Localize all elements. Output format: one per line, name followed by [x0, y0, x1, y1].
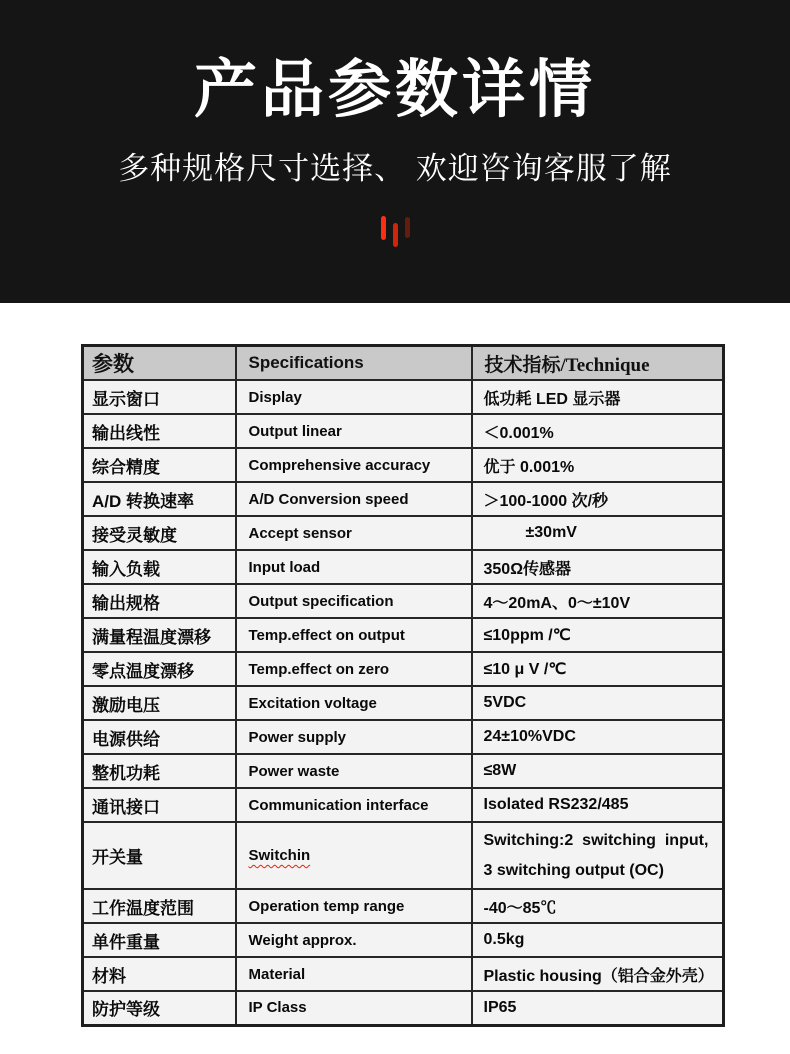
value-cell: 5VDC	[472, 686, 724, 720]
param-cell: 零点温度漂移	[83, 652, 236, 686]
spec-cell	[236, 414, 472, 448]
value-cell: 低功耗 LED 显示器	[472, 380, 724, 414]
spec-label: Output linear	[248, 422, 342, 440]
page-title: 产品参数详情	[194, 55, 596, 125]
param-cell: 输出规格	[83, 584, 236, 618]
value-cell: ＞100-1000 次/秒	[472, 482, 724, 516]
spec-cell	[236, 754, 472, 788]
value-cell: 0.5kg	[472, 923, 724, 957]
spec-label: Excitation voltage	[248, 694, 377, 712]
spec-label: Power supply	[248, 728, 347, 746]
spec-label: Comprehensive accuracy	[248, 456, 431, 474]
spec-label: Temp.effect on output	[248, 626, 405, 644]
accent-bar	[405, 217, 410, 238]
value-cell: ≤10ppm /℃	[472, 618, 724, 652]
param-cell: 综合精度	[83, 448, 236, 482]
spec-cell	[236, 652, 472, 686]
spec-cell	[236, 720, 472, 754]
param-cell: 防护等级	[83, 991, 236, 1025]
table-row	[83, 957, 724, 991]
column-header: Specifications	[236, 346, 472, 381]
column-header: 技术指标/Technique	[472, 346, 724, 381]
spec-cell	[236, 380, 472, 414]
spec-label: Temp.effect on zero	[248, 660, 390, 678]
value-cell	[472, 822, 724, 889]
accent-bar	[381, 216, 386, 240]
value-cell: ≤10 μ V /℃	[472, 652, 724, 686]
value-cell: ≤8W	[472, 754, 724, 788]
table-row	[83, 482, 724, 516]
spec-label: Material	[248, 965, 306, 983]
spec-label: IP Class	[248, 999, 307, 1017]
value-cell: 350Ω传感器	[472, 550, 724, 584]
param-cell: 单件重量	[83, 923, 236, 957]
table-row	[83, 923, 724, 957]
table-row	[83, 754, 724, 788]
spec-label: Input load	[248, 558, 321, 576]
spec-cell	[236, 516, 472, 550]
spec-label: Operation temp range	[248, 897, 405, 915]
three-vertical-bars-icon	[0, 216, 790, 250]
spec-label: Communication interface	[248, 796, 429, 814]
param-cell: 材料	[83, 957, 236, 991]
param-cell: 激励电压	[83, 686, 236, 720]
spec-cell	[236, 788, 472, 822]
spec-cell	[236, 923, 472, 957]
spec-cell	[236, 822, 472, 889]
value-cell: IP65	[472, 991, 724, 1025]
param-cell: 满量程温度漂移	[83, 618, 236, 652]
hero-banner	[0, 0, 790, 303]
param-cell: 接受灵敏度	[83, 516, 236, 550]
param-cell: 电源供给	[83, 720, 236, 754]
spec-label: A/D Conversion speed	[248, 490, 409, 508]
param-cell: 输出线性	[83, 414, 236, 448]
table-row	[83, 380, 724, 414]
table-row	[83, 550, 724, 584]
spec-cell	[236, 584, 472, 618]
value-cell: -40～85℃	[472, 889, 724, 923]
accent-bar	[393, 223, 398, 247]
table-row	[83, 516, 724, 550]
spec-table	[81, 344, 725, 1027]
value-cell: ＜0.001%	[472, 414, 724, 448]
spec-cell	[236, 618, 472, 652]
table-row	[83, 652, 724, 686]
param-cell: 工作温度范围	[83, 889, 236, 923]
spec-table-body	[83, 380, 724, 1025]
spec-cell	[236, 482, 472, 516]
spec-cell	[236, 889, 472, 923]
header-row	[83, 346, 724, 381]
param-cell: A/D 转换速率	[83, 482, 236, 516]
value-cell: 优于 0.001%	[472, 448, 724, 482]
spec-cell	[236, 686, 472, 720]
spec-label: Power waste	[248, 762, 340, 780]
value-cell: Plastic housing（铝合金外壳）	[472, 957, 724, 991]
table-row	[83, 889, 724, 923]
spec-cell	[236, 550, 472, 584]
spec-cell	[236, 991, 472, 1025]
param-cell: 通讯接口	[83, 788, 236, 822]
table-row	[83, 448, 724, 482]
table-row	[83, 686, 724, 720]
spec-label: Weight approx.	[248, 931, 357, 949]
column-header: 参数	[83, 346, 236, 381]
spec-label: Switchin	[248, 847, 311, 864]
param-cell: 显示窗口	[83, 380, 236, 414]
page-subtitle: 多种规格尺寸选择、 欢迎咨询客服了解	[118, 151, 672, 187]
spec-label: Output specification	[248, 592, 394, 610]
table-row	[83, 414, 724, 448]
param-cell: 开关量	[83, 822, 236, 889]
spec-label: Display	[248, 388, 302, 406]
table-row	[83, 822, 724, 889]
value-cell: ±30mV	[472, 516, 724, 550]
spec-label: Accept sensor	[248, 524, 352, 542]
value-line: 3 switching output (OC)	[483, 861, 664, 879]
table-row	[83, 618, 724, 652]
table-row	[83, 788, 724, 822]
value-cell: 4～20mA、0～±10V	[472, 584, 724, 618]
value-line: Switching:2 switching input,	[483, 831, 709, 849]
spec-cell	[236, 957, 472, 991]
table-row	[83, 991, 724, 1025]
spec-cell	[236, 448, 472, 482]
value-cell: Isolated RS232/485	[472, 788, 724, 822]
param-cell: 输入负载	[83, 550, 236, 584]
param-cell: 整机功耗	[83, 754, 236, 788]
table-row	[83, 584, 724, 618]
value-cell: 24±10%VDC	[472, 720, 724, 754]
table-row	[83, 720, 724, 754]
